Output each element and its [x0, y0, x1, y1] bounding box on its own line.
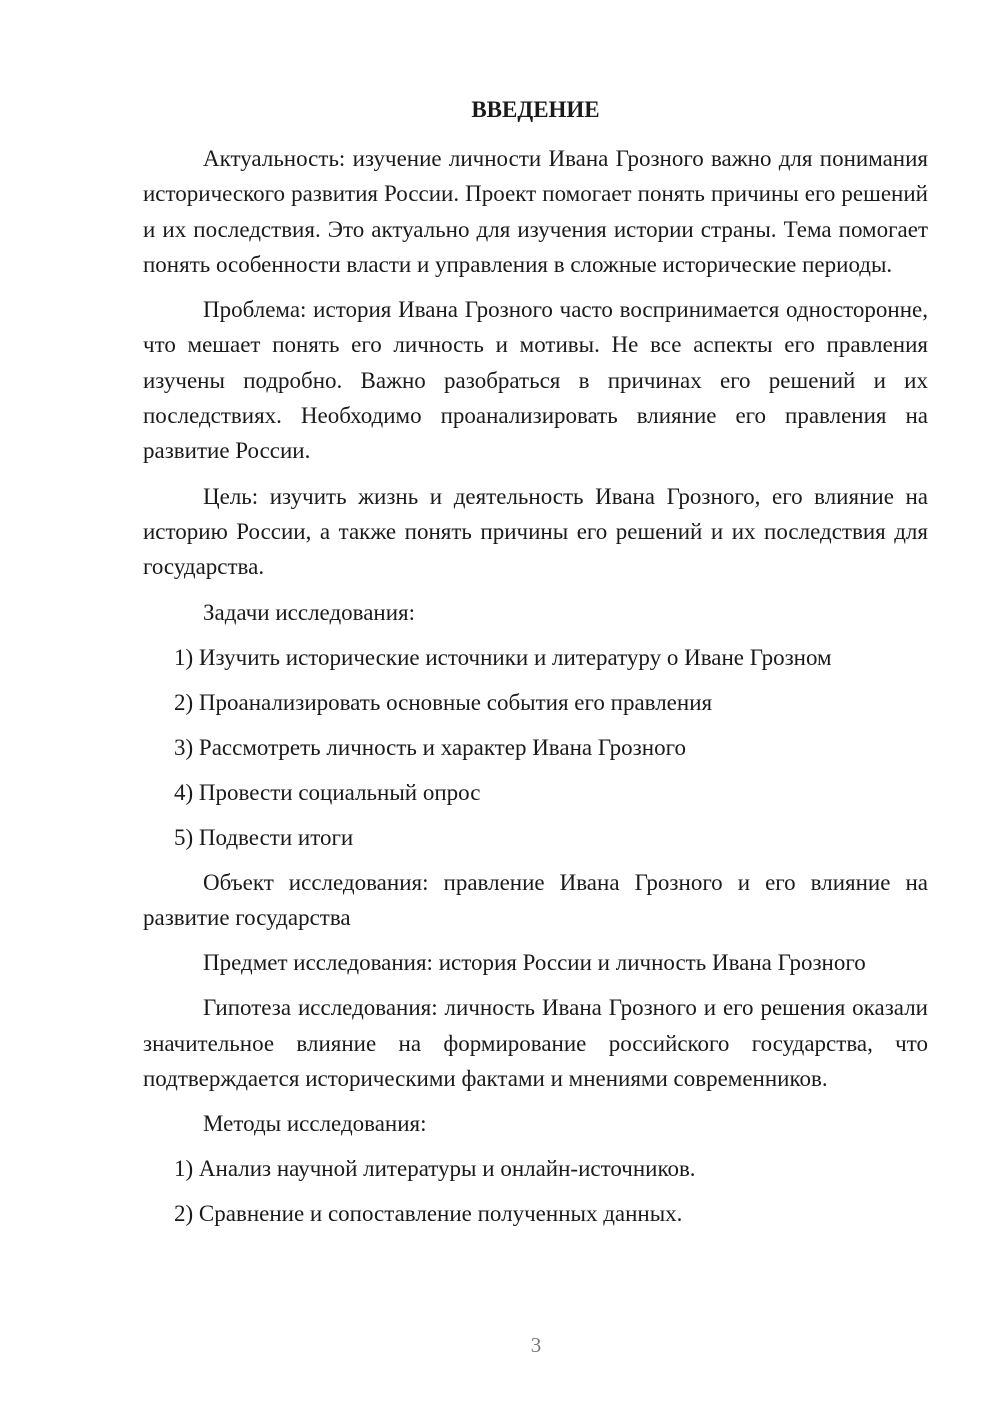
task-item-4: 4) Провести социальный опрос	[174, 779, 481, 805]
tasks-heading: Задачи исследования:	[203, 599, 416, 625]
page-number: 3	[530, 1333, 542, 1357]
methods-heading: Методы исследования:	[203, 1111, 427, 1137]
document-page	[143, 92, 928, 1241]
task-item-1: 1) Изучить исторические источники и литературу о Иване Грозном	[174, 644, 832, 670]
page-title: ВВЕДЕНИЕ	[471, 97, 600, 122]
hypothesis-paragraph: Гипотеза исследования: личность Ивана Грозного и его решения оказали значительное влияние на формирование российского государства, что подтверждается историческими фактами и мнениями современников.	[143, 995, 928, 1092]
subject-paragraph: Предмет исследования: история России и личность Ивана Грозного	[203, 950, 866, 976]
object-paragraph: Объект исследования: правление Ивана Грозного и его влияние на развитие государства	[143, 869, 928, 930]
relevance-paragraph: Актуальность: изучение личности Ивана Грозного важно для понимания исторического развития России. Проект помогает понять причины его решений и их последствия. Это актуально для изучения истории страны. Тема помогает понять особенности власти и управления в сложные исторические периоды.	[143, 146, 928, 277]
goal-paragraph: Цель: изучить жизнь и деятельность Ивана Грозного, его влияние на историю России, а также понять причины его решений и их последствия для государства.	[143, 483, 928, 580]
method-item-1: 1) Анализ научной литературы и онлайн-источников.	[174, 1156, 696, 1182]
method-item-2: 2) Сравнение и сопоставление полученных данных.	[174, 1201, 683, 1227]
task-item-3: 3) Рассмотреть личность и характер Ивана Грозного	[174, 734, 686, 760]
task-item-2: 2) Проанализировать основные события его правления	[174, 689, 713, 715]
task-item-5: 5) Подвести итоги	[174, 824, 354, 850]
problem-paragraph: Проблема: история Ивана Грозного часто воспринимается односторонне, что мешает понять его личность и мотивы. Не все аспекты его правления изучены подробно. Важно разобраться в причинах его решений и их последствиях. Необходимо проанализировать влияние его правления на развитие России.	[143, 297, 928, 464]
